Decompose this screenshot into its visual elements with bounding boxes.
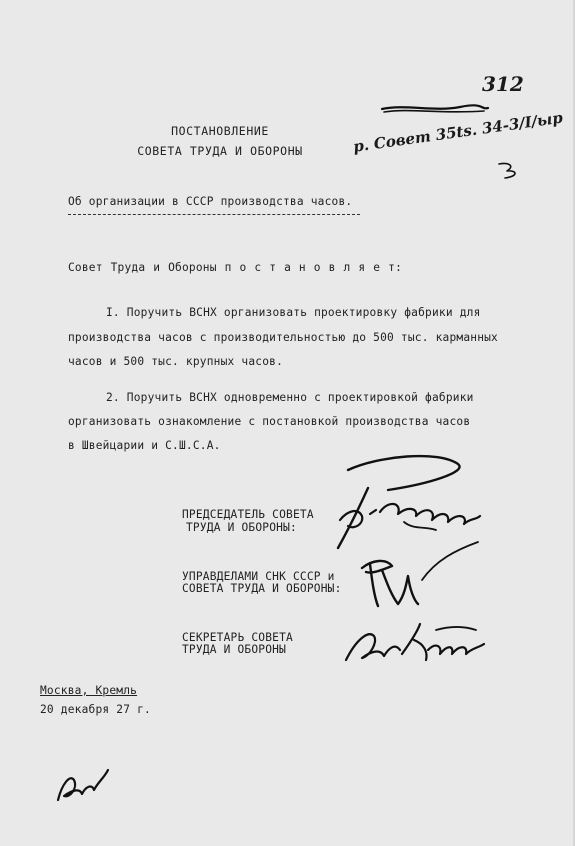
subject-line: Об организации в СССР производства часов. xyxy=(68,195,353,208)
subject-underline xyxy=(68,214,360,215)
signatory-3-title-line-2: ТРУДА И ОБОРОНЫ xyxy=(182,643,287,656)
signatory-2-title-line-2: СОВЕТА ТРУДА И ОБОРОНЫ: xyxy=(182,582,342,595)
signatory-1-title-line-1: ПРЕДСЕДАТЕЛЬ СОВЕТА xyxy=(182,508,314,521)
title-line-1: ПОСТАНОВЛЕНИЕ xyxy=(171,124,269,138)
clause-1-line-3: часов и 500 тыс. крупных часов. xyxy=(68,355,283,368)
document-title xyxy=(100,121,340,161)
place-of-signing: Москва, Кремль xyxy=(40,684,138,697)
signatory-3-title-line-1: СЕКРЕТАРЬ СОВЕТА xyxy=(182,631,293,644)
initials-scribble xyxy=(52,760,112,810)
document-date: 20 декабря 27 г. xyxy=(40,703,151,716)
registry-note-flourish xyxy=(495,158,525,180)
signatory-1-title-line-2: ТРУДА И ОБОРОНЫ: xyxy=(186,521,297,534)
registry-note: р. Совет 35ts. 34-3/I/ыр xyxy=(352,108,564,156)
secretary-signature xyxy=(340,600,490,680)
signatory-2-title-line-1: УПРАВДЕЛАМИ СНК СССР и xyxy=(182,570,335,583)
clause-2-line-3: в Швейцарии и С.Ш.С.А. xyxy=(68,439,221,452)
clause-2-line-1: 2. Поручить ВСНХ одновременно с проектировкой фабрики xyxy=(106,391,474,404)
clause-1-line-1: I. Поручить ВСНХ организовать проектировку фабрики для xyxy=(106,306,481,319)
title-line-2: СОВЕТА ТРУДА И ОБОРОНЫ xyxy=(137,144,303,158)
page-number: 312 xyxy=(482,72,524,96)
clause-2-line-2: организовать ознакомление с постановкой производства часов xyxy=(68,415,471,428)
struck-out-note xyxy=(380,102,490,116)
preamble: Совет Труда и Обороны п о с т а н о в л я е т: xyxy=(68,261,403,274)
clause-1-line-2: производства часов с производительностью до 500 тыс. карманных xyxy=(68,331,498,344)
